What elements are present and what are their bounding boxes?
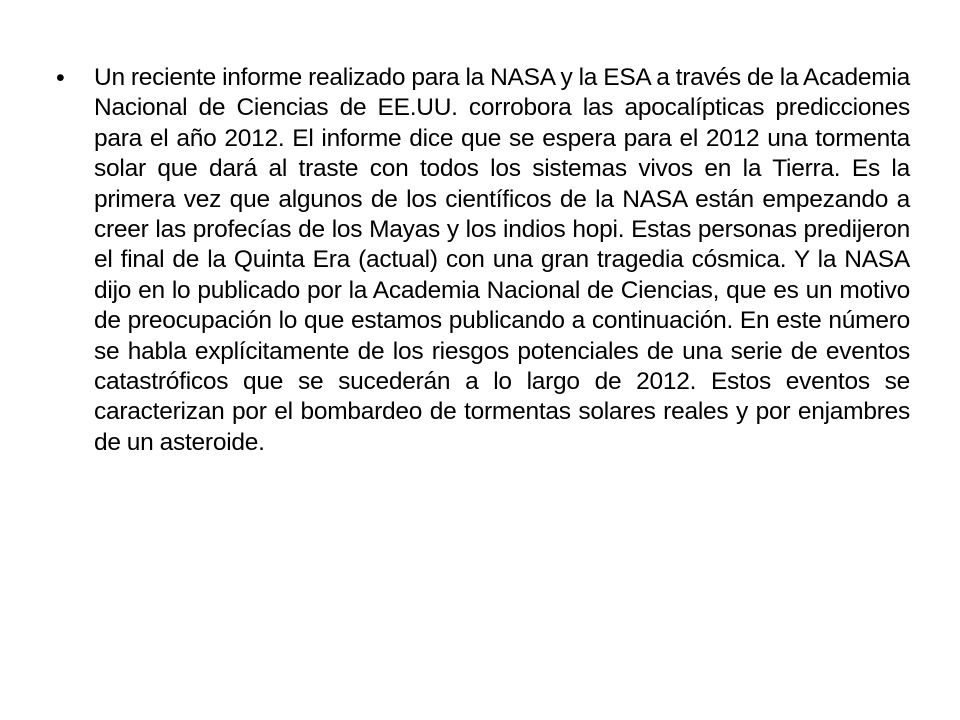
bullet-marker: • — [56, 64, 65, 92]
bullet-text: Un reciente informe realizado para la NASA y la ESA a través de la Academia Nacional de Ciencias de EE.UU. corrobora las apocalípticas predicciones para el año 2012. El informe dice que se espera para el 2012 una tormenta solar que dará al traste con todos los sistemas vivos en la Tierra. Es la primera vez que algunos de los científicos de la NASA están empezando a creer las profecías de los Mayas y los indios hopi. Estas personas predijeron el final de la Quinta Era (actual) con una gran tragedia cósmica. Y la NASA dijo en lo publicado por la Academia Nacional de Ciencias, que es un motivo de preocupación lo que estamos publicando a continuación. En este número se habla explícitamente de los riesgos potenciales de una serie de eventos catastróficos que se sucederán a lo largo de 2012. Estos eventos se caracterizan por el bombardeo de tormentas solares reales y por enjambres de un asteroide. — [94, 64, 910, 456]
bullet-list — [56, 63, 910, 458]
bullet-item — [56, 63, 910, 458]
